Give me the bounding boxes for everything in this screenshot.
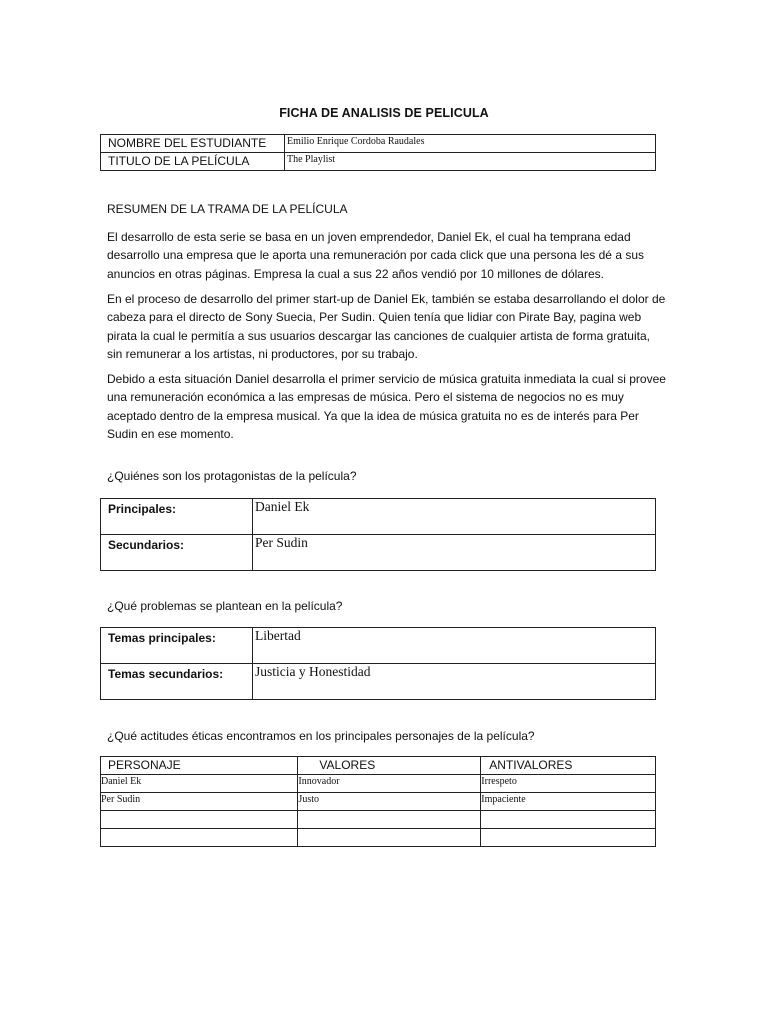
summary-paragraph-2: En el proceso de desarrollo del primer start-up de Daniel Ek, también se estaba desarrollando el dolor de cabeza para el directo de Sony Suecia, Per Sudin. Quien tenía que lidiar con Pirate Bay, pagina web pirata la cual le permitía a sus usuarios descargar las canciones de cualquier artista de forma gratuita, sin remunerar a los artistas, ni productores, por su trabajo.	[107, 292, 666, 361]
main-characters-value: Daniel Ek	[253, 499, 656, 535]
header-antivalores: ANTIVALORES	[481, 757, 656, 775]
main-themes-label: Temas principales:	[101, 628, 253, 664]
summary-paragraph-3: Debido a esta situación Daniel desarrolla el primer servicio de música gratuita inmediata la cual si provee una remuneración económica a las empresas de música. Pero el sistema de negocios no es muy aceptado dentro de la empresa musical. Ya que la idea de música gratuita no es de interés para Per Sudin en ese momento.	[107, 372, 666, 441]
secondary-themes-value: Justicia y Honestidad	[253, 664, 656, 700]
table-cell: Impaciente	[481, 793, 656, 811]
table-cell	[101, 811, 298, 829]
secondary-characters-label: Secundarios:	[101, 535, 253, 571]
problems-table	[100, 627, 656, 700]
table-cell	[298, 829, 481, 847]
table-cell: Innovador	[298, 775, 481, 793]
table-cell	[481, 811, 656, 829]
table-row	[101, 628, 656, 664]
table-header-row	[101, 757, 656, 775]
header-personaje: PERSONAJE	[101, 757, 298, 775]
protagonists-question: ¿Quiénes son los protagonistas de la película?	[107, 469, 357, 483]
table-row	[101, 811, 656, 829]
student-name-label: NOMBRE DEL ESTUDIANTE	[101, 135, 285, 153]
table-row	[101, 829, 656, 847]
table-cell	[101, 829, 298, 847]
movie-title-label: TITULO DE LA PELÍCULA	[101, 153, 285, 171]
table-row	[101, 535, 656, 571]
student-info-table	[100, 134, 656, 171]
summary-heading: RESUMEN DE LA TRAMA DE LA PELÍCULA	[107, 202, 348, 216]
main-themes-value: Libertad	[253, 628, 656, 664]
table-row	[101, 135, 656, 153]
table-row	[101, 153, 656, 171]
table-cell: Per Sudin	[101, 793, 298, 811]
problems-question: ¿Qué problemas se plantean en la película?	[107, 599, 343, 613]
main-characters-label: Principales:	[101, 499, 253, 535]
table-row	[101, 499, 656, 535]
table-cell: Justo	[298, 793, 481, 811]
table-cell	[298, 811, 481, 829]
table-row	[101, 793, 656, 811]
header-valores: VALORES	[298, 757, 481, 775]
protagonists-table	[100, 498, 656, 571]
table-cell: Irrespeto	[481, 775, 656, 793]
table-row	[101, 775, 656, 793]
secondary-characters-value: Per Sudin	[253, 535, 656, 571]
student-name-value: Emilio Enrique Cordoba Raudales	[285, 135, 656, 153]
ethics-table	[100, 756, 656, 847]
summary-paragraph-1: El desarrollo de esta serie se basa en un joven emprendedor, Daniel Ek, el cual ha temprana edad desarrollo una empresa que le aporta una remuneración por cada click que una persona les dé a sus anuncios en otras páginas. Empresa la cual a sus 22 años vendió por 10 millones de dólares.	[107, 230, 644, 281]
ethics-question: ¿Qué actitudes éticas encontramos en los principales personajes de la película?	[107, 729, 535, 743]
table-cell: Daniel Ek	[101, 775, 298, 793]
table-cell	[481, 829, 656, 847]
movie-title-value: The Playlist	[285, 153, 656, 171]
secondary-themes-label: Temas secundarios:	[101, 664, 253, 700]
document-title: FICHA DE ANALISIS DE PELICULA	[279, 106, 489, 120]
table-row	[101, 664, 656, 700]
